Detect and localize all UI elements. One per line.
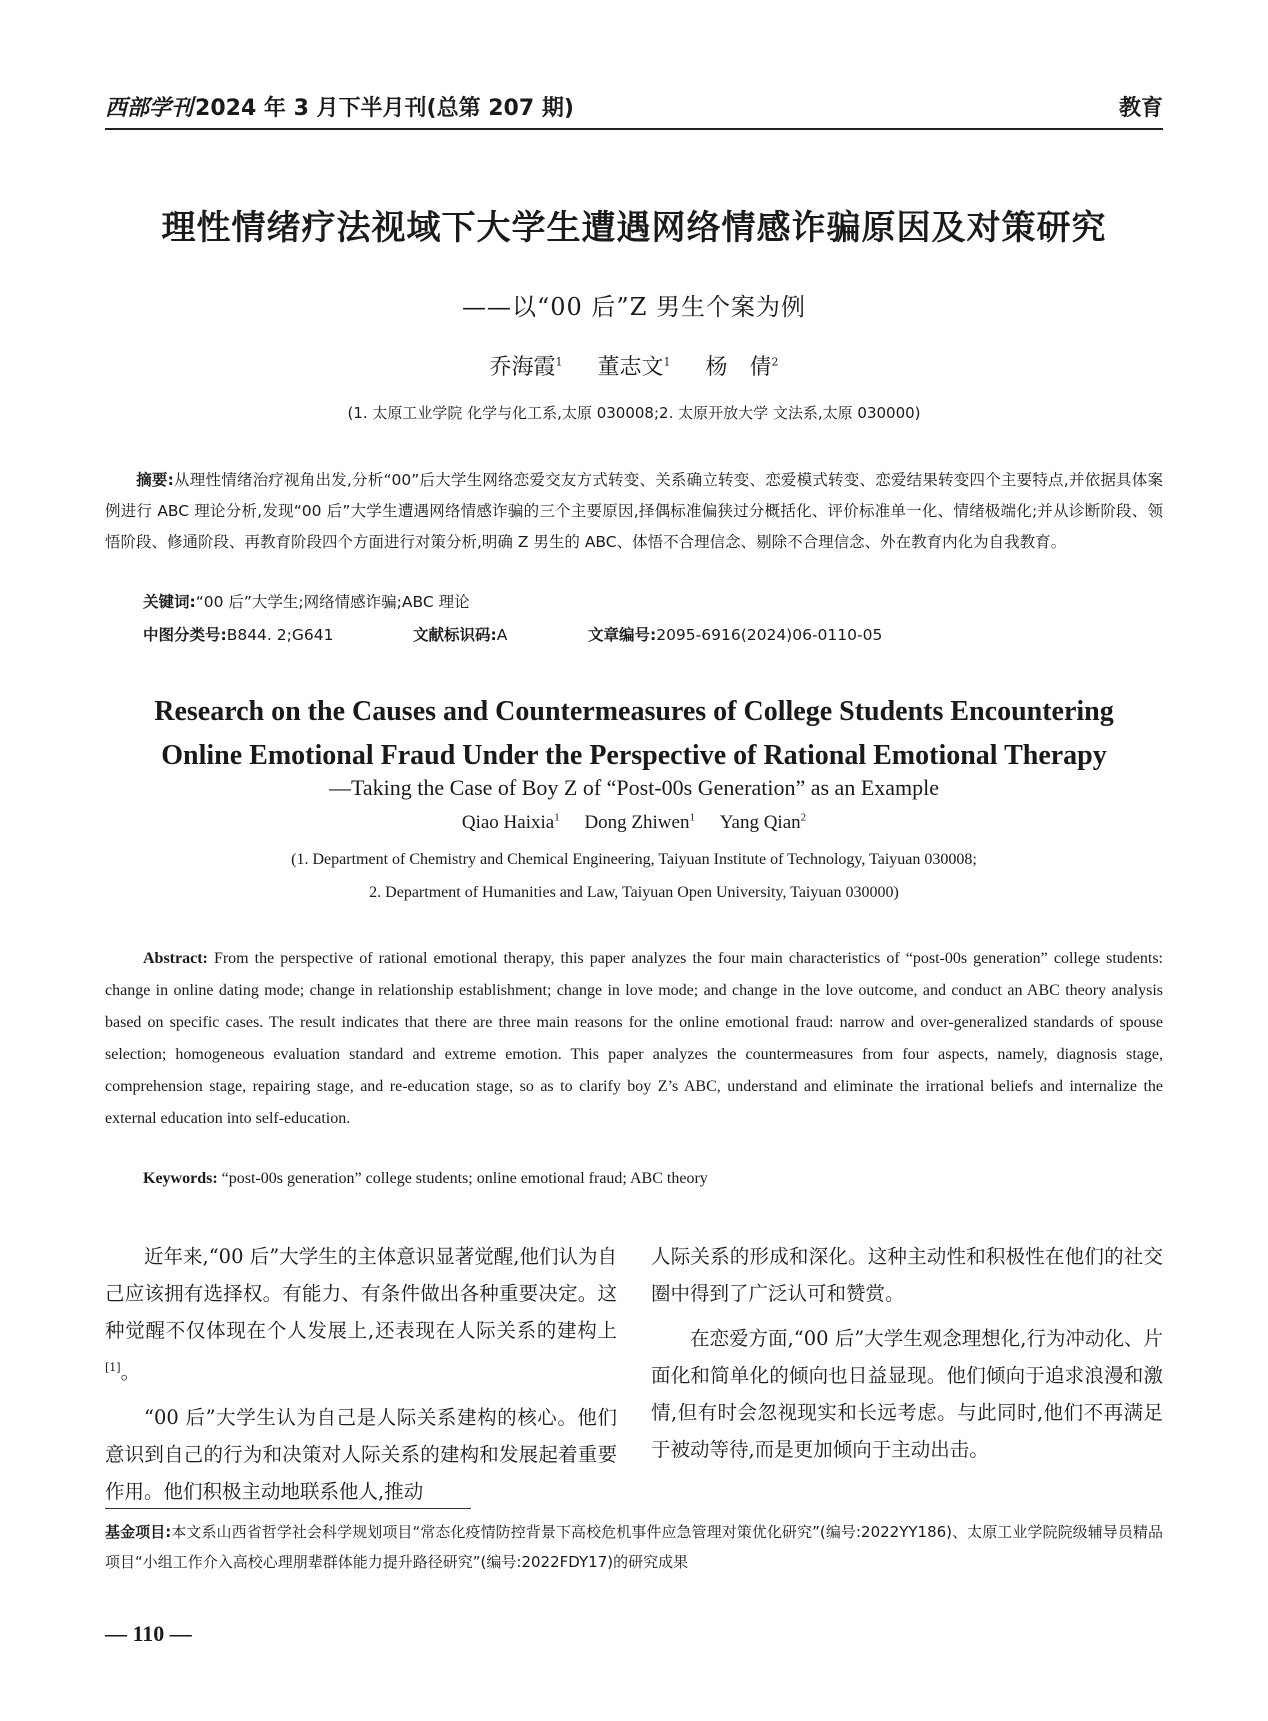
issue-info: 2024 年 3 月下半月刊(总第 207 期) — [195, 96, 574, 121]
abstract-chinese — [105, 465, 1163, 558]
title-en-line: Research on the Causes and Countermeasures of College Students Encountering — [154, 696, 1114, 727]
keywords-en-text: “post-00s generation” college students; online emotional fraud; ABC theory — [221, 1170, 708, 1187]
article-number: 文章编号:2095-6916(2024)06-0110-05 — [588, 626, 883, 644]
abstract-cn-text: 从理性情绪治疗视角出发,分析“00”后大学生网络恋爱交友方式转变、关系确立转变、恋爱模式转变、恋爱结果转变四个主要特点,并依据具体案例进行 ABC 理论分析,发现“00 后”大学生遭遇网络情感诈骗的三个主要原因,择偶标准偏狭过分概括化、评价标准单一化、情绪极端化;并从诊断阶段、领悟阶段、修通阶段、再教育阶段四个方面进行对策分析,明确 Z 男生的 ABC、体悟不合理信念、剔除不合理信念、外在教育内化为自我教育。 — [105, 471, 1163, 551]
keywords-en-label: Keywords: — [143, 1170, 218, 1187]
footnote-label: 基金项目: — [105, 1523, 172, 1541]
footnote-divider — [105, 1508, 471, 1509]
author-cn: 杨 倩$^2$ — [705, 355, 779, 380]
funding-footnote — [105, 1517, 1163, 1577]
body-paragraph: 在恋爱方面,“00 后”大学生观念理想化,行为冲动化、片面化和简单化的倾向也日益显现。他们倾向于追求浪漫和激情,但有时会忽视现实和长远考虑。与此同时,他们不再满足于被动等待,而是更加倾向于主动出击。 — [651, 1327, 1163, 1461]
author-en: Qiao Haixia$^1$ — [461, 812, 560, 834]
body-paragraph: 近年来,“00 后”大学生的主体意识显著觉醒,他们认为自己应该拥有选择权。有能力、有条件做出各种重要决定。这种觉醒不仅体现在个人发展上,还表现在人际关系的建构上[1]。 — [105, 1245, 617, 1384]
keywords-chinese — [143, 590, 470, 612]
keywords-cn-label: 关键词: — [143, 593, 196, 611]
subtitle-chinese: ——以“00 后”Z 男生个案为例 — [461, 293, 806, 321]
title-en-line: Online Emotional Fraud Under the Perspective of Rational Emotional Therapy — [161, 740, 1107, 771]
authors-english — [0, 812, 1268, 834]
classification-row — [143, 623, 882, 645]
journal-logo: 西部学刊 — [105, 95, 194, 121]
affiliation-chinese: (1. 太原工业学院 化学与化工系,太原 030008;2. 太原开放大学 文法系,太原 030000) — [347, 404, 921, 422]
body-paragraph: 人际关系的形成和深化。这种主动性和积极性在他们的社交圈中得到了广泛认可和赞赏。 — [651, 1245, 1163, 1305]
affiliation-english-2: 2. Department of Humanities and Law, Taiyuan Open University, Taiyuan 030000) — [369, 884, 899, 901]
abstract-cn-label: 摘要: — [136, 471, 174, 489]
keywords-cn-text: “00 后”大学生;网络情感诈骗;ABC 理论 — [195, 593, 470, 611]
keywords-english — [143, 1170, 708, 1188]
author-en: Dong Zhiwen$^1$ — [584, 812, 695, 834]
title-english — [0, 690, 1268, 778]
running-header — [105, 86, 1163, 130]
body-paragraph: “00 后”大学生认为自己是人际关系建构的核心。他们意识到自己的行为和决策对人际关系的建构和发展起着重要作用。他们积极主动地联系他人,推动 — [105, 1405, 617, 1503]
author-en: Yang Qian$^2$ — [719, 812, 807, 834]
subtitle-english: —Taking the Case of Boy Z of “Post-00s Generation” as an Example — [328, 775, 940, 800]
section-label: 教育 — [1118, 96, 1163, 121]
document-code: 文献标识码:A — [413, 626, 508, 644]
body-column-left — [105, 1238, 617, 1518]
author-cn: 董志文$^1$ — [597, 355, 671, 380]
citation: [1] — [105, 1361, 121, 1374]
abstract-en-text: From the perspective of rational emotional therapy, this paper analyzes the four main characteristics of “post-00s generation” college students: change in online dating mode; change in relationship establishment; change in love mode; and change in the love outcome, and conduct an ABC theory analysis based on specific cases. The result indicates that there are three main reasons for the online emotional fraud: narrow and over-generalized standards of spouse selection; homogeneous evaluation standard and extreme emotion. This paper analyzes the countermeasures from four aspects, namely, diagnosis stage, comprehension stage, repairing stage, and re-education stage, so as to clarify boy Z’s ABC, understand and eliminate the irrational beliefs and internalize the external education into self-education. — [105, 950, 1163, 1127]
page-number: — 110 — — [105, 1621, 192, 1646]
clc-number: 中图分类号:B844. 2;G641 — [143, 626, 334, 644]
body-column-right — [651, 1238, 1163, 1518]
abstract-en-label: Abstract: — [143, 950, 208, 967]
title-chinese: 理性情绪疗法视域下大学生遭遇网络情感诈骗原因及对策研究 — [161, 208, 1107, 248]
body-columns — [105, 1238, 1163, 1518]
author-cn: 乔海霞$^1$ — [489, 355, 563, 380]
abstract-english — [105, 943, 1163, 1135]
footnote-text: 本文系山西省哲学社会科学规划项目“常态化疫情防控背景下高校危机事件应急管理对策优化研究”(编号:2022YY186)、太原工业学院院级辅导员精品项目“小组工作介入高校心理朋辈群体能力提升路径研究”(编号:2022FDY17)的研究成果 — [105, 1523, 1163, 1571]
affiliation-english-1: (1. Department of Chemistry and Chemical Engineering, Taiyuan Institute of Technology, Taiyuan 030008; — [291, 851, 977, 868]
header-left — [105, 91, 574, 122]
authors-chinese — [0, 350, 1268, 381]
